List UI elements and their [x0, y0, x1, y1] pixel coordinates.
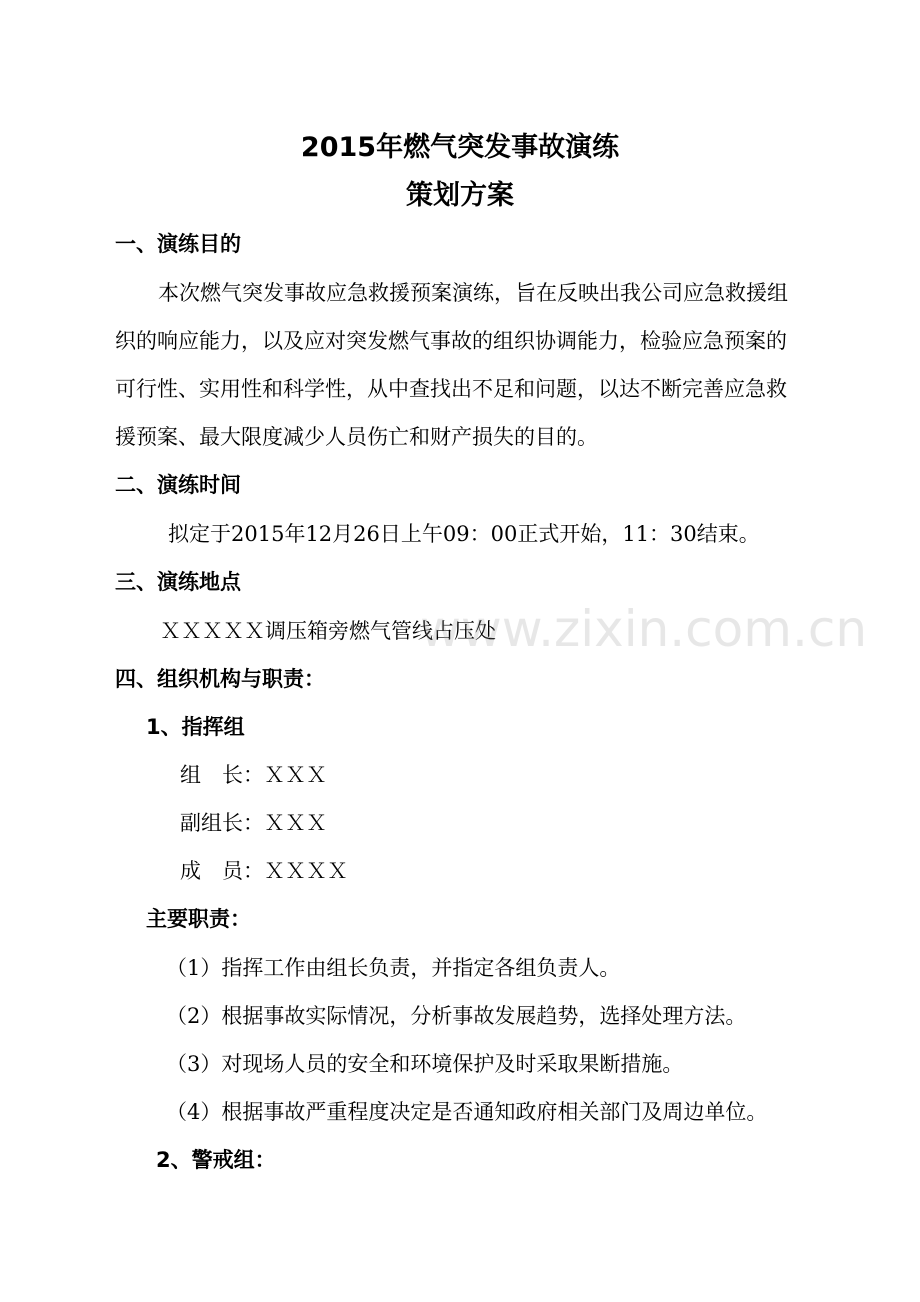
- group-1-heading: 1、指挥组: [146, 715, 245, 739]
- member-deputy: 副组长：ＸＸＸ: [180, 811, 327, 835]
- duty-item-1: （1）指挥工作由组长负责，并指定各组负责人。: [166, 956, 621, 980]
- section-3-heading: 三、演练地点: [115, 570, 241, 594]
- section-1-line-3: 可行性、实用性和科学性，从中查找出不足和问题，以达不断完善应急救: [115, 377, 787, 401]
- section-1-line-1: 本次燃气突发事故应急救援预案演练，旨在反映出我公司应急救援组: [158, 281, 788, 305]
- group-2-heading: 2、警戒组：: [156, 1148, 276, 1172]
- section-1-line-4: 援预案、最大限度减少人员伤亡和财产损失的目的。: [115, 425, 598, 449]
- duty-item-2: （2）根据事故实际情况，分析事故发展趋势，选择处理方法。: [166, 1004, 747, 1028]
- member-leader: 组 长：ＸＸＸ: [180, 763, 327, 787]
- doc-title-line1: 2015年燃气突发事故演练: [300, 132, 620, 163]
- doc-title-line2: 策划方案: [406, 180, 514, 211]
- watermark: www.zixin.com.cn: [420, 600, 868, 658]
- section-3-text: ＸＸＸＸＸ调压箱旁燃气管线占压处: [160, 619, 496, 643]
- section-2-text: 拟定于2015年12月26日上午09：00正式开始，11：30结束。: [168, 522, 760, 546]
- duties-heading: 主要职责：: [146, 907, 251, 931]
- member-staff: 成 员：ＸＸＸＸ: [180, 859, 348, 883]
- section-1-heading: 一、演练目的: [115, 232, 241, 256]
- duty-item-4: （4）根据事故严重程度决定是否通知政府相关部门及周边单位。: [166, 1100, 768, 1124]
- section-1-line-2: 织的响应能力，以及应对突发燃气事故的组织协调能力，检验应急预案的: [115, 329, 787, 353]
- section-2-heading: 二、演练时间: [115, 473, 241, 497]
- duty-item-3: （3）对现场人员的安全和环境保护及时采取果断措施。: [166, 1052, 684, 1076]
- section-4-heading: 四、组织机构与职责：: [115, 667, 325, 691]
